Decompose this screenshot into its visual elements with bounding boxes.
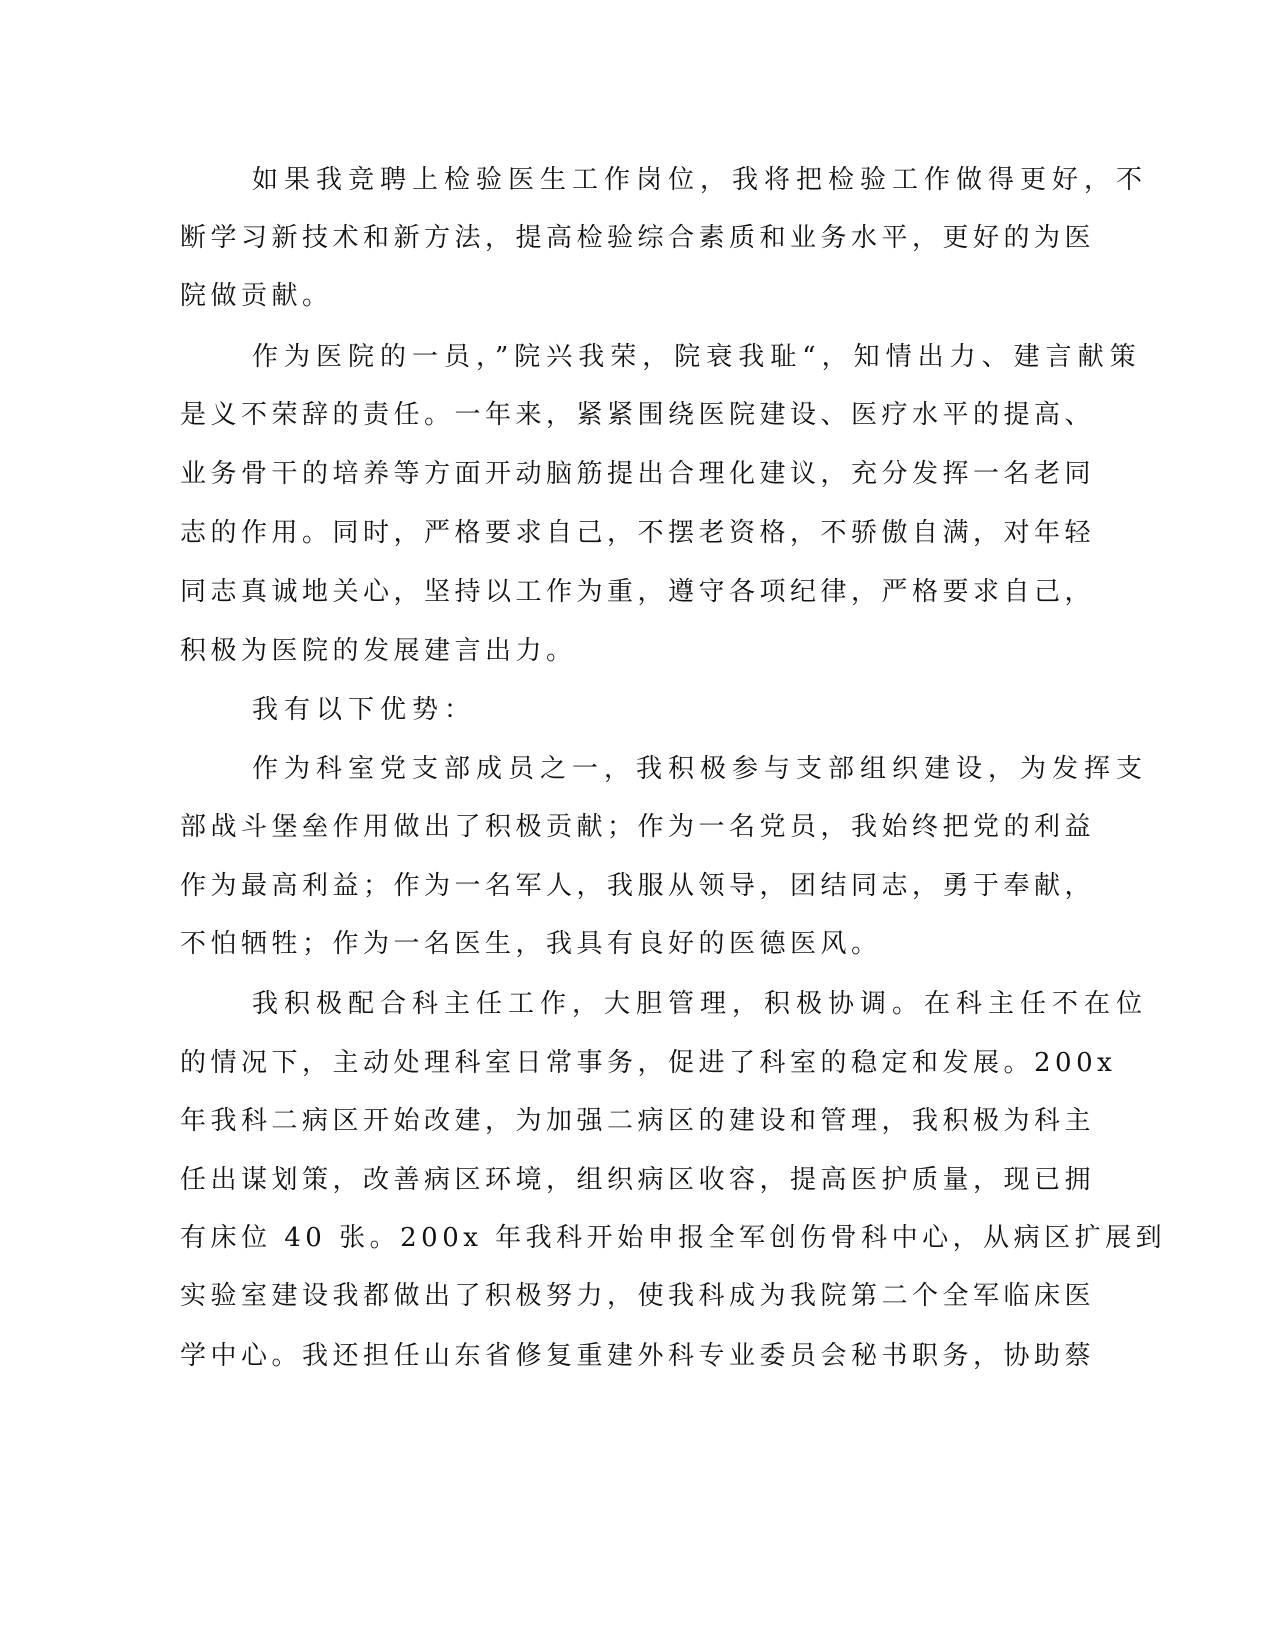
- text-line: 院做贡献。: [180, 281, 333, 311]
- text-line: 部战斗堡垒作用做出了积极贡献；作为一名党员，我始终把党的利益: [180, 812, 1096, 842]
- text-line: 作为最高利益；作为一名军人，我服从领导，团结同志，勇于奉献，: [180, 871, 1096, 901]
- text-line: 作为医院的一员，”院兴我荣，院衰我耻“，知情出力、建言献策: [252, 342, 1142, 372]
- text-line: 作为科室党支部成员之一，我积极参与支部组织建设，为发挥支: [252, 754, 1149, 784]
- text-line: 不怕牺牲；作为一名医生，我具有良好的医德医风。: [180, 929, 882, 959]
- text-line: 任出谋划策，改善病区环境，组织病区收容，提高医护质量，现已拥: [180, 1165, 1096, 1195]
- text-line: 的情况下，主动处理科室日常事务，促进了科室的稳定和发展。200x: [180, 1048, 1117, 1078]
- text-line: 我有以下优势：: [252, 695, 477, 725]
- text-line: 志的作用。同时，严格要求自己，不摆老资格，不骄傲自满，对年轻: [180, 518, 1096, 548]
- text-line: 如果我竞聘上检验医生工作岗位，我将把检验工作做得更好，不: [252, 165, 1149, 195]
- text-line: 实验室建设我都做出了积极努力，使我科成为我院第二个全军临床医: [180, 1281, 1096, 1311]
- text-line: 有床位 40 张。200x 年我科开始申报全军创伤骨科中心，从病区扩展到: [180, 1223, 1167, 1253]
- text-line: 学中心。我还担任山东省修复重建外科专业委员会秘书职务，协助蔡: [180, 1341, 1096, 1371]
- text-line: 我积极配合科主任工作，大胆管理，积极协调。在科主任不在位: [252, 989, 1149, 1019]
- text-line: 积极为医院的发展建言出力。: [180, 636, 577, 666]
- text-line: 断学习新技术和新方法，提高检验综合素质和业务水平，更好的为医: [180, 223, 1096, 253]
- text-line: 是义不荣辞的责任。一年来，紧紧围绕医院建设、医疗水平的提高、: [180, 400, 1096, 430]
- text-line: 业务骨干的培养等方面开动脑筋提出合理化建议，充分发挥一名老同: [180, 459, 1096, 489]
- text-line: 同志真诚地关心，坚持以工作为重，遵守各项纪律，严格要求自己，: [180, 577, 1096, 607]
- text-line: 年我科二病区开始改建，为加强二病区的建设和管理，我积极为科主: [180, 1106, 1096, 1136]
